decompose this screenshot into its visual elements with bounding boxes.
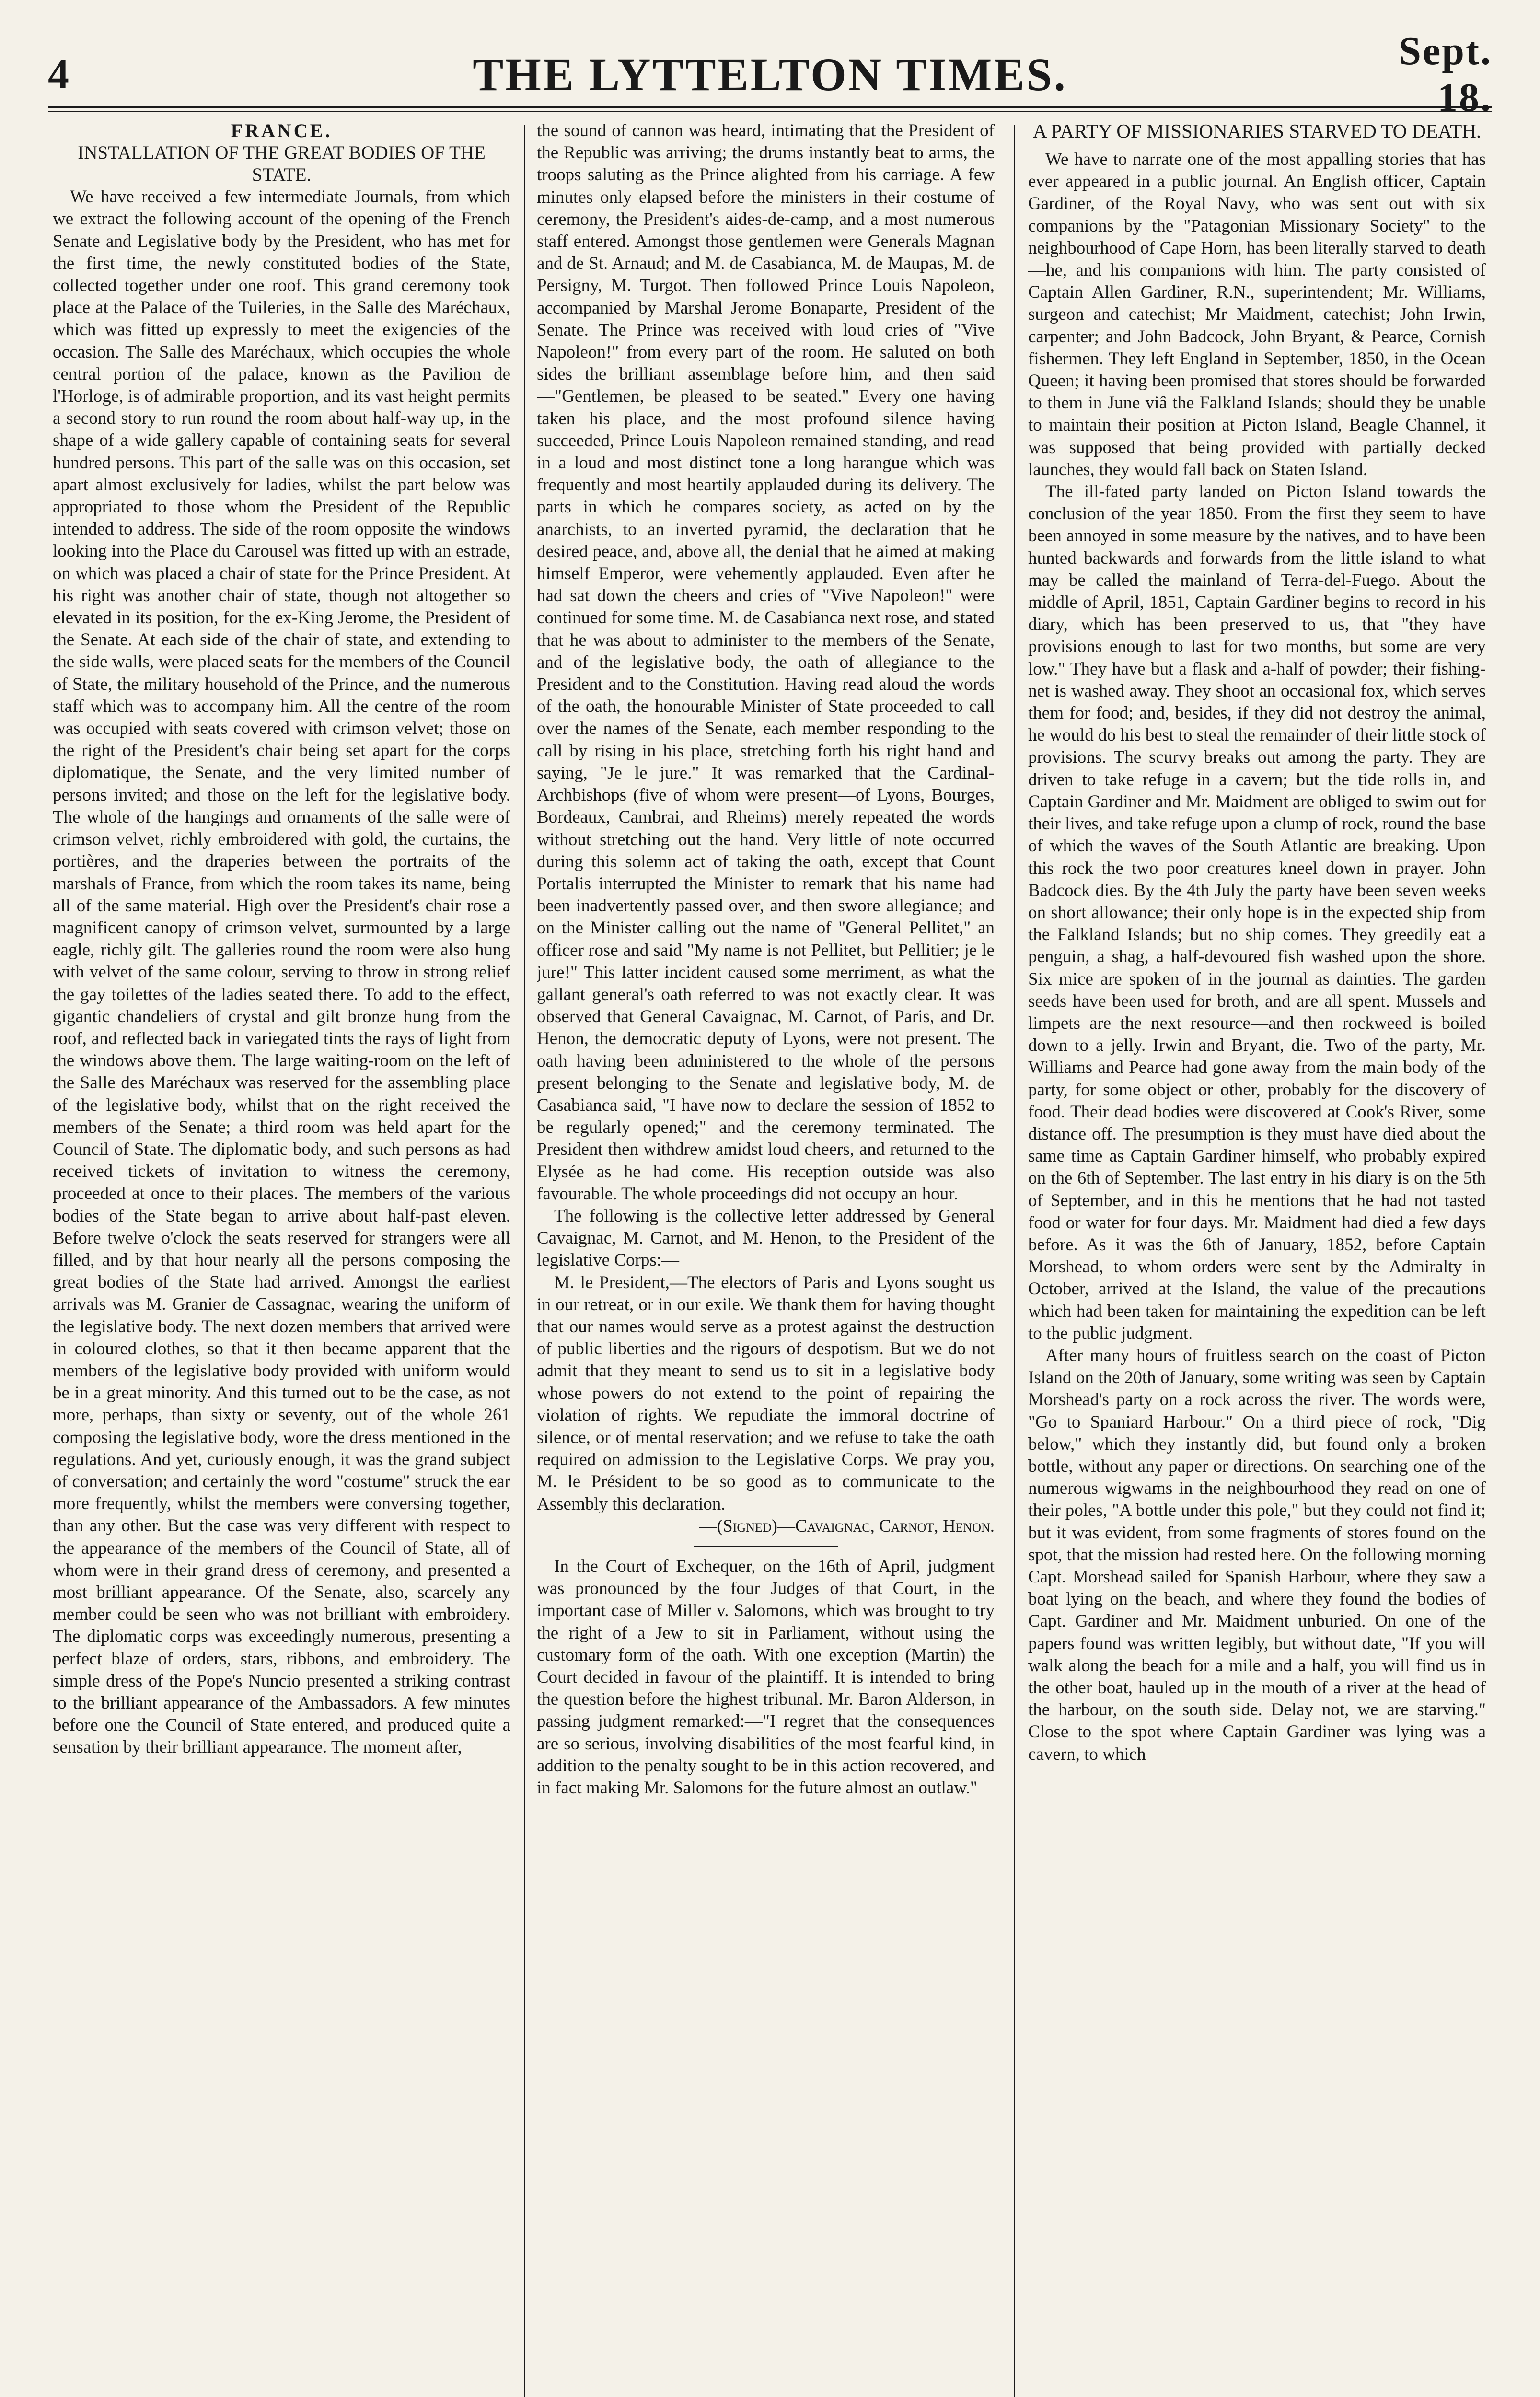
- columns: [53, 120, 1486, 2397]
- issue-date: Sept. 18.: [1399, 29, 1492, 120]
- letter-signature: —(Signed)—Cavaignac, Carnot, Henon.: [699, 1516, 995, 1536]
- article-missionaries-heading: A PARTY OF MISSIONARIES STARVED TO DEATH.: [1032, 120, 1482, 142]
- article-missionaries-para-3: After many hours of fruitless search on the coast of Picton Island on the 20th of January, some writing was seen by Captain Morshead's party on a rock across the river. The words were, "Go to Spaniard Harbour." On a third piece of rock, "Dig below," which they instantly did, but found only a broken bottle, without any paper or directions. On searching one of the numerous wigwams in the neighbourhood they read on one of their poles, "A bottle under this pole," but they could not find it; but it was evident, from some fragments of stores found on the spot, that the mission had rested here. On the following morning Capt. Morshead sailed for Spanish Harbour, where they saw a boat lying on the beach, and where they found the bodies of Capt. Gardiner and Mr. Maidment unburied. On one of the papers found was written legibly, but without date, "If you will walk along the beach for a mile and a half, you will find us in the other boat, hauled up in the mouth of a river at the head of the harbour, on the south side. Delay not, we are starving." Close to the spot where Captain Gardiner was lying was a cavern, to which: [1028, 1345, 1486, 1764]
- letter-body: M. le President,—The electors of Paris and Lyons sought us in our retreat, or in our exile. We thank them for having thought that our names would serve as a protest against the destruction of public liberties and the rigours of despotism. But we do not admit that they meant to send us to sit in a legislative body whose powers do not extend to the point of repairing the violation of rights. We repudiate the immoral doctrine of silence, or of mental reservation; and we refuse to take the oath required on admission to the Legislative Corps. We pray you, M. le Président to be so good as to communicate to the Assembly this declaration.: [537, 1272, 995, 1514]
- article-separator: [694, 1546, 838, 1547]
- article-france-continued: the sound of cannon was heard, intimating that the President of the Republic was arriving; the drums instantly beat to arms, the troops saluting as the Prince alighted from his carriage. A few minutes only elapsed before the ministers in their costume of ceremony, the President's aides-de-camp, and a most numerous staff entered. Amongst those gentlemen were Generals Magnan and de St. Arnaud; and M. de Casabianca, M. de Maupas, M. de Persigny, M. Turgot. Then followed Prince Louis Napoleon, accompanied by Marshal Jerome Bonaparte, President of the Senate. The Prince was received with loud cries of "Vive Napoleon!" from every part of the room. He saluted on both sides the brilliant assemblage before him, and then said—"Gentlemen, be pleased to be seated." Every one having taken his place, and the most profound silence having succeeded, Prince Louis Napoleon remained standing, and read in a loud and most distinct tone a long harangue which was frequently and most heartily applauded during its delivery. The parts in which he compares society, as acted on by the anarchists, to an inverted pyramid, the declaration that he desired peace, and, above all, the denial that he aimed at making himself Emperor, were vehemently applauded. Even after he had sat down the cheers and cries of "Vive Napoleon!" were continued for some time. M. de Casabianca next rose, and stated that he was about to administer to the members of the Senate, and of the legislative body, the oath of allegiance to the President and to the Constitution. Having read aloud the words of the oath, the honourable Minister of State proceeded to call over the names of the Senate, each member responding to the call by rising in his place, stretching forth his right hand and saying, "Je le jure." It was remarked that the Cardinal-Archbishops (five of whom were present—of Lyons, Bourges, Bordeaux, Cambrai, and Rheims) merely repeated the words without stretching out the hand. Very little of note occurred during this solemn act of taking the oath, except that Count Portalis interrupted the Minister to remark that his name had been inadvertently passed over, and then swore allegiance; and on the Minister calling out the name of "General Pellitet," an officer rose and said "My name is not Pellitet, but Pellitier; je le jure!" This latter incident caused some merriment, as what the gallant general's oath referred to was not exactly clear. It was observed that General Cavaignac, M. Carnot, of Paris, and Dr. Henon, the democratic deputy of Lyons, were not present. The oath having been administered to the whole of the persons present belonging to the Senate and legislative body, M. de Casabianca said, "I have now to declare the session of 1852 to be regularly opened;" and the ceremony terminated. The President then withdrew amidst loud cheers, and returned to the Elysée as he had come. His reception outside was also favourable. The whole proceedings did not occupy an hour.: [537, 121, 995, 1204]
- article-missionaries-para-1: We have to narrate one of the most appalling stories that has ever appeared in a public journal. An English officer, Captain Gardiner, of the Royal Navy, who was sent out with six companions by the "Patagonian Missionary Society" to the neighbourhood of Cape Horn, has been literally starved to death—he, and his companions with him. The party consisted of Captain Allen Gardiner, R.N., superintendent; Mr. Williams, surgeon and catechist; Mr Maidment, catechist; John Irwin, carpenter; and John Badcock, John Bryant, & Pearce, Cornish fishermen. They left England in September, 1850, in the Ocean Queen; it having been promised that stores should be forwarded to them in June viâ the Falkland Islands; should they be unable to maintain their position at Picton Island, Beagle Channel, it was supposed that being provided with partially decked launches, they would fall back on Staten Island.: [1028, 150, 1486, 479]
- column-2: [537, 120, 995, 2397]
- masthead: [48, 29, 1492, 120]
- article-france-body: We have received a few intermediate Journals, from which we extract the following account of the opening of the French Senate and Legislative body by the President, who has met for the first time, the newly constituted bodies of the State, collected together under one roof. This grand ceremony took place at the Palace of the Tuileries, in the Salle des Maréchaux, which was fitted up expressly to meet the exigencies of the occasion. The Salle des Maréchaux, which occupies the whole central portion of the palace, known as the Pavilion de l'Horloge, is of admirable proportion, and its vast height permits a second story to run round the room about half-way up, in the shape of a wide gallery capable of containing seats for several hundred persons. This part of the salle was on this occasion, set apart almost exclusively for ladies, whilst the part below was appropriated to those whom the President of the Republic intended to address. The side of the room opposite the windows looking into the Place du Carousel was fitted up with an estrade, on which was placed a chair of state for the Prince President. At his right was another chair of state, though not altogether so elevated in its position, for the ex-King Jerome, the President of the Senate. At each side of the chair of state, and extending to the side walls, were placed seats for the members of the Council of State, the military household of the Prince, and the numerous staff which was to accompany him. All the centre of the room was occupied with seats covered with crimson velvet; those on the right of the President's chair being set apart for the corps diplomatique, the Senate, and the very limited number of persons invited; and those on the left for the legislative body. The whole of the hangings and ornaments of the salle were of crimson velvet, richly embroidered with gold, the curtains, the portières, and the draperies between the portraits of the marshals of France, from which the room takes its name, being all of the same material. High over the President's chair rose a magnificent canopy of crimson velvet, surmounted by a large eagle, richly gilt. The galleries round the room were also hung with velvet of the same colour, serving to throw in strong relief the gay toilettes of the ladies seated there. To add to the effect, gigantic chandeliers of crystal and gilt bronze hung from the roof, and reflected back in variegated tints the rays of light from the windows above them. The large waiting-room on the left of the Salle des Maréchaux was reserved for the assembling place of the legislative body, whilst that on the right received the members of the Senate; a third room was held apart for the Council of State. The diplomatic body, and such persons as had received tickets of invitation to witness the ceremony, proceeded at once to their places. The members of the various bodies of the State began to arrive about half-past eleven. Before twelve o'clock the seats reserved for strangers were all filled, and by that hour nearly all the persons composing the great bodies of the State had arrived. Amongst the earliest arrivals was M. Granier de Cassagnac, wearing the uniform of the legislative body. The next dozen members that arrived were in coloured clothes, so that it then became apparent that the members of the legislative body provided with uniform would be in a great minority. And this turned out to be the case, as not more, perhaps, than sixty or seventy, out of the whole 261 composing the legislative body, wore the dress mentioned in the regulations. And yet, curiously enough, it was the grand subject of conversation; and certainly the word "costume" struck the ear more frequently, whilst the members were conversing together, than any other. But the case was very different with respect to the appearance of the members of the Council of State, all of whom were in their grand dress of ceremony, and presented a most brilliant appearance. Of the Senate, also, scarcely any member could be seen who was not brilliant with embroidery. The diplomatic corps was exceedingly numerous, presenting a perfect blaze of orders, stars, ribbons, and embroidery. The simple dress of the Pope's Nuncio presented a striking contrast to the brilliant appearance of the Ambassadors. A few minutes before one the Council of State entered, and produced quite a sensation by their brilliant appearance. The moment after,: [53, 187, 510, 1757]
- newspaper-title: THE LYTTELTON TIMES.: [473, 48, 1067, 100]
- article-france-heading: FRANCE.: [231, 120, 333, 141]
- letter-intro: The following is the collective letter addressed by General Cavaignac, M. Carnot, and M. Henon, to the President of the legislative Corps:—: [537, 1206, 995, 1270]
- column-1: [53, 120, 510, 2397]
- article-france-subheading: INSTALLATION OF THE GREAT BODIES OF THE STATE.: [78, 142, 486, 186]
- masthead-rule-thick: [48, 106, 1492, 108]
- article-missionaries-para-2: The ill-fated party landed on Picton Island towards the conclusion of the year 1850. From the first they seem to have been annoyed in some measure by the natives, and to have been hunted backwards and forwards from the little island to what may be called the mainland of Terra-del-Fuego. About the middle of April, 1851, Captain Gardiner begins to record in his diary, which has been preserved to us, that "they have provisions enough to last for two months, but some are very low." They have but a flask and a-half of powder; their fishing-net is washed away. They shoot an occasional fox, which serves them for food; and, besides, if they did not destroy the animal, he would do his best to steal the remainder of their little stock of provisions. The scurvy breaks out among the party. They are driven to take refuge in a cavern; but the tide rolls in, and Captain Gardiner and Mr. Maidment are obliged to swim out for their lives, and take refuge upon a clump of rock, round the base of which the waves of the South Atlantic are breaking. Upon this rock the two poor creatures kneel down in prayer. John Badcock dies. By the 4th July the party have been seven weeks on short allowance; their only hope is in the expected ship from the Falkland Islands; but no ship comes. They greedily eat a penguin, a shag, a half-devoured fish washed upon the shore. Six mice are spoken of in the journal as dainties. The garden seeds have been used for broth, and are all spent. Mussels and limpets are the next resource—and then rockweed is boiled down to a jelly. Irwin and Bryant, die. Two of the party, Mr. Williams and Pearce had gone away from the main body of the party, for some object or other, probably for the discovery of food. Their dead bodies were discovered at Cook's River, some distance off. The presumption is they must have died about the same time as Captain Gardiner himself, who probably expired on the 6th of September. The last entry in his diary is on the 5th of September, and in this he mentions that he had not tasted food or water for four days. Mr. Maidment had died a few days before. As it was the 6th of January, 1852, before Captain Morshead, to whom orders were sent by the Admiralty in October, arrived at the Island, the value of the precautions which had been taken for maintaining the expedition can be left to the public judgment.: [1028, 482, 1486, 1343]
- page-number: 4: [48, 51, 69, 98]
- column-3: [1028, 120, 1486, 2397]
- article-exchequer-body: In the Court of Exchequer, on the 16th of April, judgment was pronounced by the four Judges of that Court, in the important case of Miller v. Salomons, which was brought to try the right of a Jew to sit in Parliament, without using the customary form of the oath. With one exception (Martin) the Court decided in favour of the plaintiff. It is intended to bring the question before the highest tribunal. Mr. Baron Alderson, in passing judgment remarked:—"I regret that the consequences are so serious, involving disabilities of the most fearful kind, in addition to the penalty sought to be in this action recovered, and in fact making Mr. Salomons for the future almost an outlaw.": [537, 1557, 995, 1798]
- masthead-rule-thin: [48, 111, 1492, 112]
